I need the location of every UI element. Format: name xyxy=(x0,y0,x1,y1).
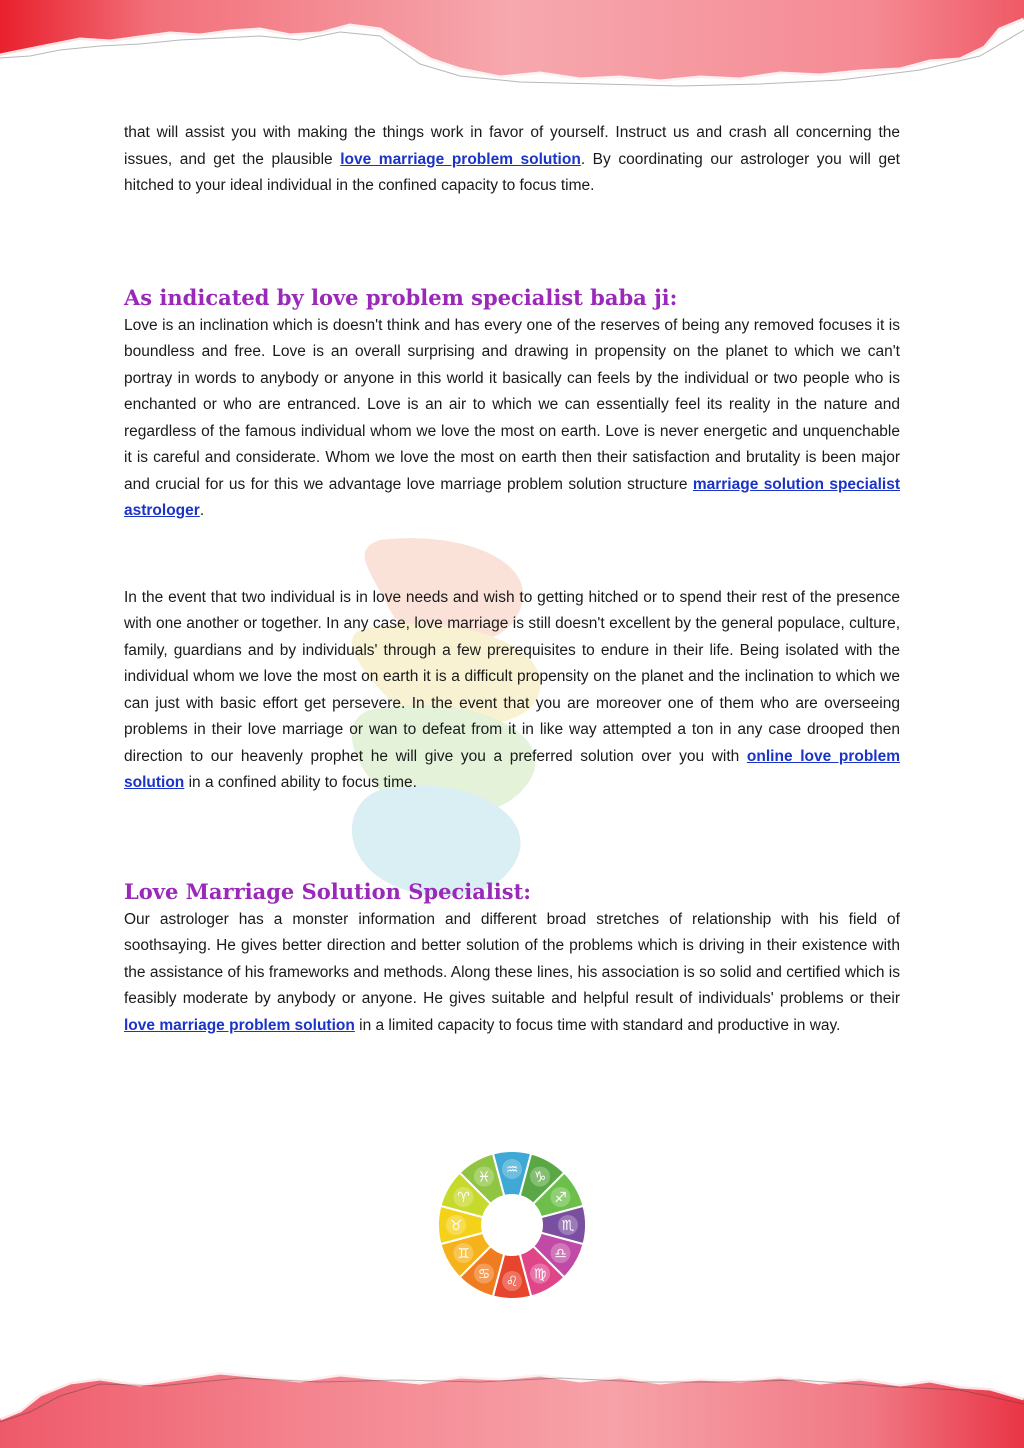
section1-para2-text-after: in a confined ability to focus time. xyxy=(184,774,417,791)
document-body xyxy=(124,120,900,1039)
section2-paragraph xyxy=(124,907,900,1040)
zodiac-sign-icon: ♑ xyxy=(533,1169,547,1186)
zodiac-sign-icon: ♈ xyxy=(457,1190,470,1206)
section1-para1-text-after: . xyxy=(199,502,205,519)
zodiac-sign-icon: ♌ xyxy=(505,1274,519,1290)
torn-paper-bottom-border xyxy=(0,1348,1024,1448)
zodiac-sign-icon: ♏ xyxy=(561,1218,575,1234)
section-heading-love-problem-specialist: As indicated by love problem specialist baba ji: xyxy=(124,284,678,310)
zodiac-center xyxy=(483,1196,541,1254)
intro-paragraph xyxy=(124,120,900,200)
zodiac-sign-icon: ♎ xyxy=(554,1246,567,1262)
zodiac-sign-icon: ♐ xyxy=(554,1190,567,1206)
section1-para1-text-before: Love is an inclination which is doesn't think and has every one of the reserves of being any removed focuses it is boundless and free. Love is an overall surprising and drawing in propensity on the planet to which we can't portray in words to anybody or anyone in this world it basically can feels by the individual or two people who is enchanted or who are entranced. Love is an air to which we can essentially feel its reality in the nature and regardless of the famous individual whom we love the most on earth. Love is never energetic and unquenchable it is careful and considerate. Whom we love the most on earth then their satisfaction and brutality is been major and crucial for us for this we advantage love marriage problem solution structure xyxy=(124,316,900,493)
love-marriage-problem-solution-link-2[interactable]: love marriage problem solution xyxy=(124,1016,355,1034)
zodiac-sign-icon: ♋ xyxy=(477,1266,491,1283)
section2-text-before: Our astrologer has a monster information and different broad stretches of relationship with his field of soothsaying. He gives better direction and better solution of the problems which is driving in their existence with the assistance of his frameworks and methods. Along these lines, his association is so solid and certified which is feasibly moderate by anybody or anyone. He gives suitable and helpful result of individuals' problems or their xyxy=(124,910,900,1007)
section1-paragraph-1 xyxy=(124,313,900,525)
zodiac-sign-icon: ♊ xyxy=(457,1246,470,1262)
section2-text-after: in a limited capacity to focus time with standard and productive in way. xyxy=(354,1016,841,1034)
zodiac-wheel-icon xyxy=(439,1148,585,1302)
torn-paper-top-border xyxy=(0,0,1024,110)
zodiac-sign-icon: ♒ xyxy=(505,1162,519,1178)
intro-text-before: that will assist you with making the things work in favor of yourself. Instruct us and crash all concerning the issues, and get the plausible xyxy=(124,124,900,168)
section1-para2-text-before: In the event that two individual is in love needs and wish to getting hitched or to spend their rest of the presence with one another or together. In any case, love marriage is still doesn't excellent by the general populace, culture, family, guardians and by individuals' through a few prerequisites to endure in their life. Being isolated with the individual whom we love the most on earth it is a difficult propensity on the planet and the inclination to which we can just with basic effort get persevere. In the event that you are moreover one of them who are overseeing problems in their love marriage or wan to defeat from it in like way attempted a ton in any case drooped then direction to our heavenly prophet he will give you a preferred solution over you with xyxy=(124,588,900,765)
section-heading-love-marriage-solution-specialist: Love Marriage Solution Specialist: xyxy=(124,878,532,904)
online-love-problem-solution-link[interactable]: online love problem solution xyxy=(124,747,900,791)
zodiac-sign-icon: ♉ xyxy=(449,1218,463,1234)
intro-text-after: . By coordinating our astrologer you will get hitched to your ideal individual in the confined capacity to focus time. xyxy=(124,150,900,194)
zodiac-sign-icon: ♓ xyxy=(477,1169,491,1186)
zodiac-sign-icon: ♍ xyxy=(533,1266,547,1283)
section1-paragraph-2 xyxy=(124,585,900,797)
zodiac-wheel-image xyxy=(439,1148,585,1302)
love-marriage-problem-solution-link[interactable]: love marriage problem solution xyxy=(340,150,581,168)
marriage-solution-specialist-astrologer-link[interactable]: marriage solution specialist astrologer xyxy=(124,475,900,519)
